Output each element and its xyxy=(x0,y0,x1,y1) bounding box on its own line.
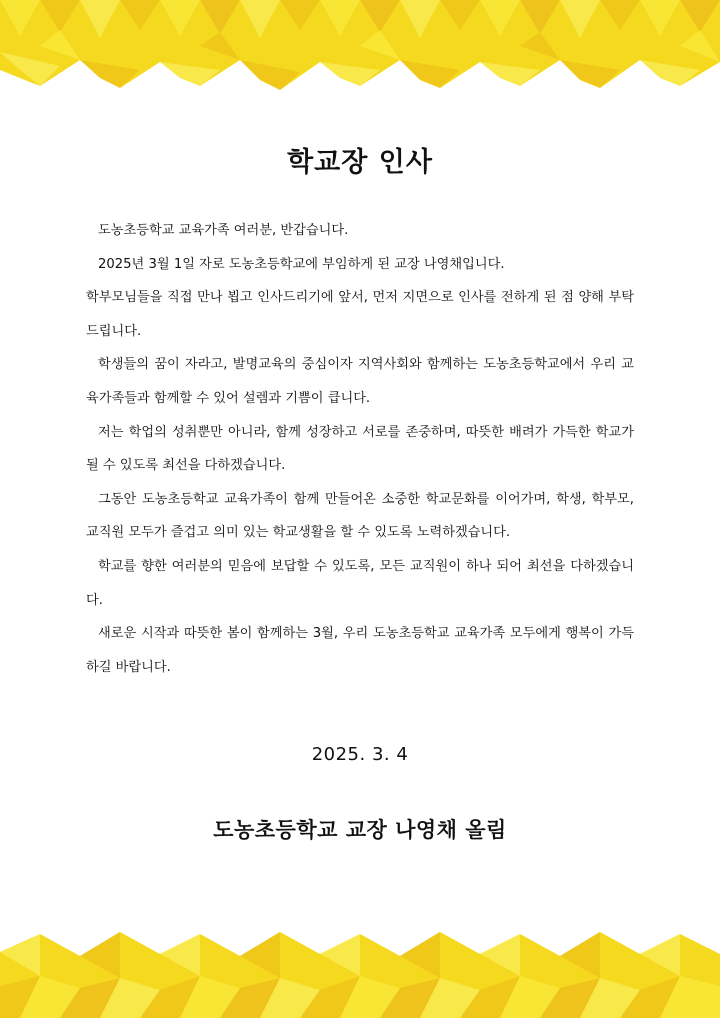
greeting-body xyxy=(86,214,634,684)
paragraph: 새로운 시작과 따뜻한 봄이 함께하는 3월, 우리 도농초등학교 교육가족 모두에게 행복이 가득하길 바랍니다. xyxy=(86,626,634,675)
signature: 도농초등학교 교장 나영채 올림 xyxy=(213,818,507,842)
paragraph: 그동안 도농초등학교 교육가족이 함께 만들어온 소중한 학교문화를 이어가며, 학생, 학부모, 교직원 모두가 즐겁고 의미 있는 학교생활을 할 수 있도록 노력하겠습니다. xyxy=(86,491,634,541)
bottom-decorative-banner xyxy=(0,926,720,1018)
document-date: 2025. 3. 4 xyxy=(311,744,409,765)
paragraph: 도농초등학교 교육가족 여러분, 반갑습니다. xyxy=(98,223,349,238)
top-decorative-banner xyxy=(0,0,720,96)
page-title: 학교장 인사 xyxy=(287,147,433,178)
paragraph: 저는 학업의 성취뿐만 아니라, 함께 성장하고 서로를 존중하며, 따뜻한 배려가 가득한 학교가 될 수 있도록 최선을 다하겠습니다. xyxy=(86,424,634,474)
paragraph: 학부모님들을 직접 만나 뵙고 인사드리기에 앞서, 먼저 지면으로 인사를 전하게 된 점 양해 부탁드립니다. xyxy=(86,290,634,339)
paragraph: 학교를 향한 여러분의 믿음에 보답할 수 있도록, 모든 교직원이 하나 되어 최선을 다하겠습니다. xyxy=(86,558,634,608)
paragraph: 2025년 3월 1일 자로 도농초등학교에 부임하게 된 교장 나영채입니다. xyxy=(98,256,505,272)
paragraph: 학생들의 꿈이 자라고, 발명교육의 중심이자 지역사회와 함께하는 도농초등학교에서 우리 교육가족들과 함께할 수 있어 설렘과 기쁨이 큽니다. xyxy=(86,357,634,406)
